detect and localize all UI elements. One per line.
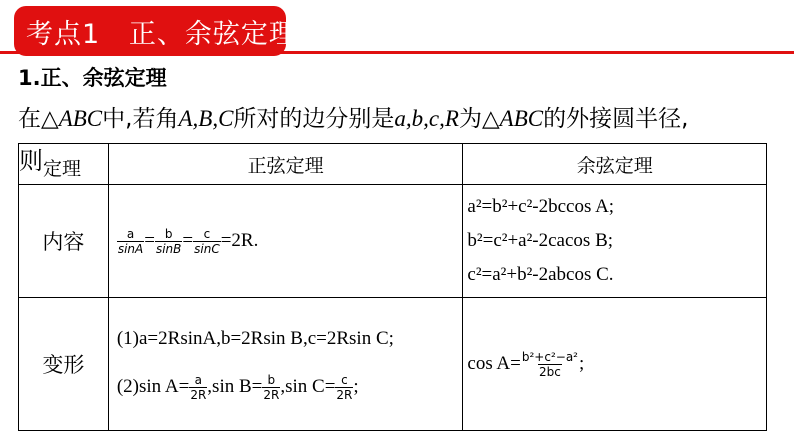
section-heading: 1.正、余弦定理 <box>18 66 167 90</box>
cosine-law-content <box>463 185 767 298</box>
topic-banner <box>14 6 297 56</box>
sine-law-content: $\frac{a}{\sin A}$ = $\frac{b}{\sin B}$ = $\frac{c}{\sin C}$ =2R. <box>108 185 463 298</box>
header-sine-law: 正弦定理 <box>108 144 463 185</box>
fraction: $\frac{\text{b²+c²−a²}}{2bc}$ <box>521 349 578 379</box>
fraction: $\frac{b}{2R}$ <box>263 372 280 402</box>
intro-sentence: 在△ABC中,若角A,B,C所对的边分别是a,b,c,R为△ABC的外接圆半径, <box>18 106 689 132</box>
sine-law-variants <box>108 298 463 431</box>
cosine-formula-a: a²=b²+c²-2bccos A; <box>467 196 615 217</box>
cosine-law-variant: cos A= $\frac{\text{b²+c²−a²}}{2bc}$ ; <box>463 298 767 431</box>
table-header-row <box>19 144 767 185</box>
fraction: $\frac{b}{\sin B}$ <box>155 226 182 256</box>
fraction: $\frac{a}{2R}$ <box>190 372 207 402</box>
sine-variant-2: (2)sin A= $\frac{a}{2R}$ ,sin B= $\frac{b}{2R}$ ,sin C= $\frac{c}{2R}$ ; <box>116 372 359 402</box>
row-label-variants: 变形 <box>19 298 109 431</box>
cosine-formula-c: c²=a²+b²-2abcos C. <box>467 264 614 285</box>
header-theorem: 则定理 <box>19 144 109 185</box>
cosine-formula-b: b²=c²+a²-2cacos B; <box>467 230 614 251</box>
table-row <box>19 298 767 431</box>
row-label-content: 内容 <box>19 185 109 298</box>
table-row <box>19 185 767 298</box>
banner-title: 考点1 正、余弦定理 <box>26 18 297 50</box>
fraction: $\frac{c}{\sin C}$ <box>194 226 220 256</box>
sine-variant-1: (1)a=2RsinA,b=2Rsin B,c=2Rsin C; <box>116 327 394 349</box>
theorem-table <box>18 143 767 431</box>
header-cosine-law: 余弦定理 <box>463 144 767 185</box>
fraction: $\frac{c}{2R}$ <box>336 372 353 402</box>
fraction: $\frac{a}{\sin A}$ <box>117 226 144 256</box>
